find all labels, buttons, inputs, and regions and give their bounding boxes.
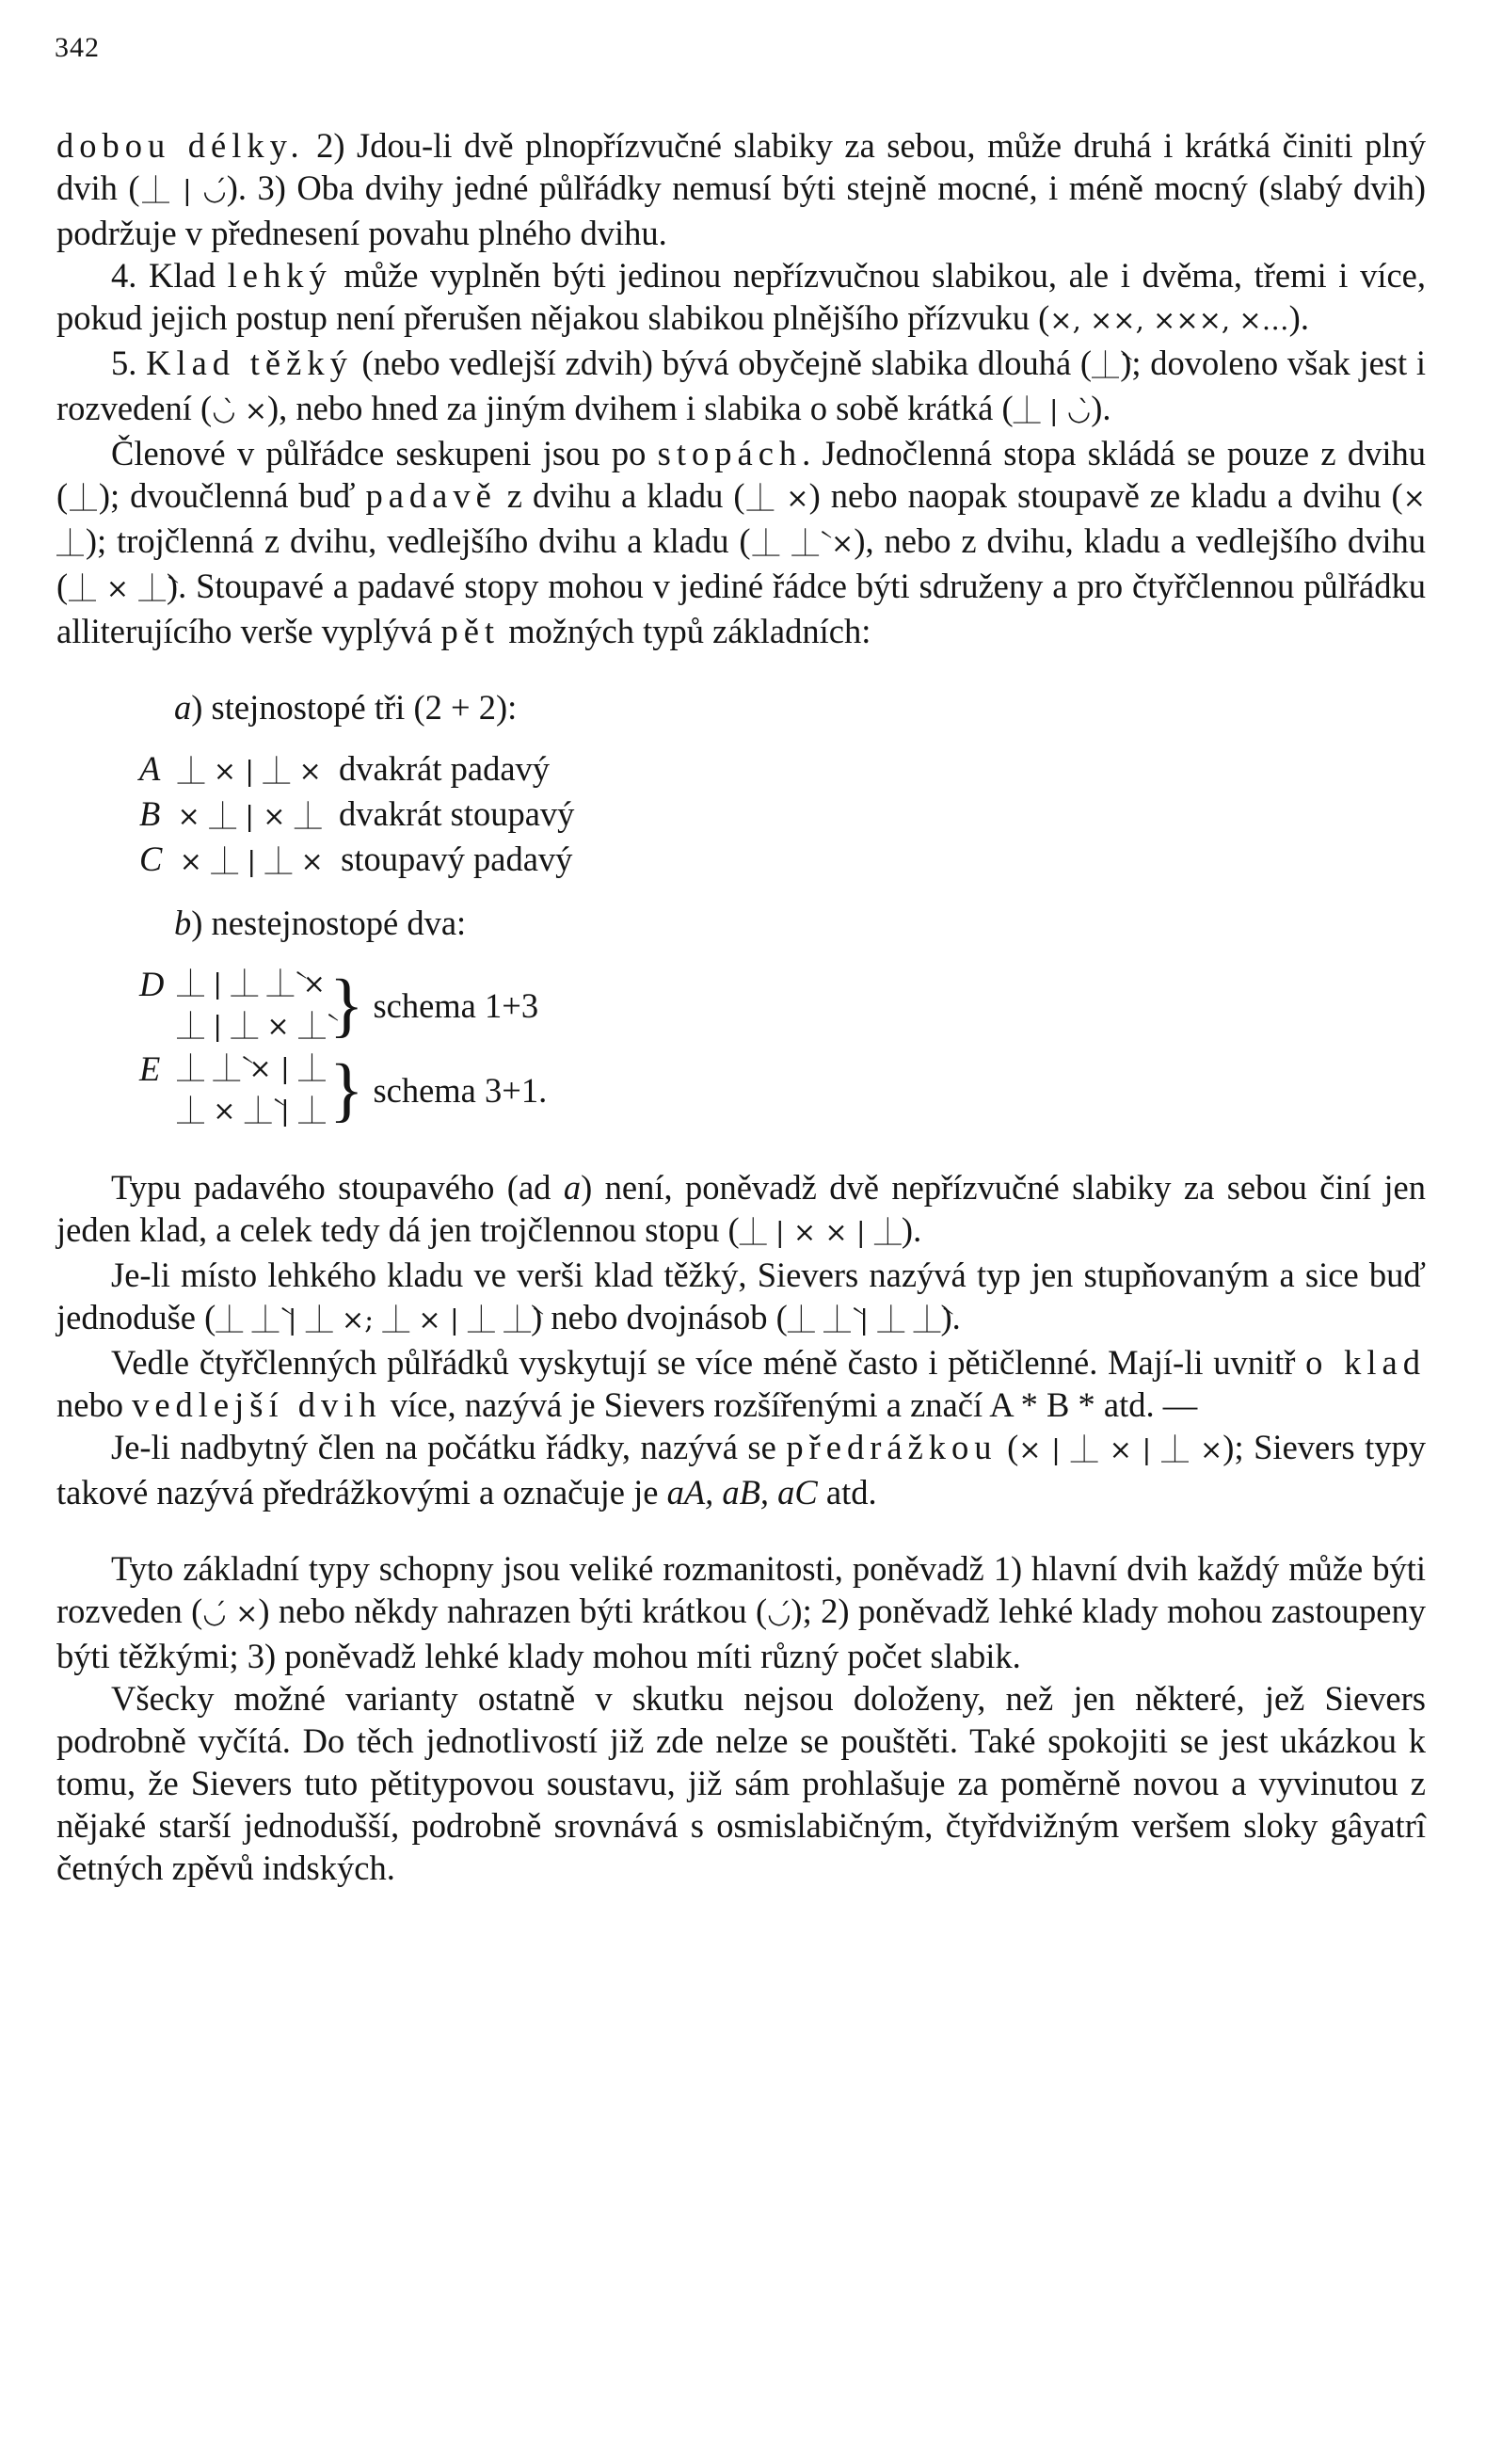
paragraph-8: Je-li nadbytný člen na počátku řádky, nazývá se předrážkou (× | ⏊ × | ⏊ ×); Sievers typy takové nazývá předrážkovými a označuje je aA, aB, aC atd.	[56, 1428, 1427, 1512]
meter-symbol: ⏊ × ⏊̀	[68, 572, 167, 604]
meter-symbol: ◡́	[767, 1597, 791, 1629]
paragraph-4: Členové v půlřádce seskupeni jsou po stopách. Jednočlenná stopa skládá se pouze z dvihu (⏊); dvoučlenná buď padavě z dvihu a kladu (⏊ ×) nebo naopak stoupavě ze kladu a dvihu (× ⏊); trojčlenná z dvihu, vedlejšího dvihu a kladu (⏊ ⏊̀ ×), nebo z dvihu, kladu a vedlejšího dvihu (⏊ × ⏊̀). Stoupavé a padavé stopy mohou v jediné řádce býti sdruženy a pro čtyřčlennou půlřádku alliterujícího verše vyplývá pět možných typů základních:	[56, 434, 1426, 650]
meter-symbol: ⏊ ⏊̀ | ⏊ ⏊̀	[787, 1304, 941, 1336]
meter-symbol: ⏊ | ◡́	[139, 174, 227, 206]
meter-symbol: ⏊̀	[1092, 349, 1121, 381]
types-heading-a: a) stejnostopé tři (2 + 2):	[174, 688, 518, 727]
paragraph-6: Je-li místo lehkého kladu ve verši klad těžký, Sievers nazývá typ jen stupňovaným a sice buď jednoduše (⏊ ⏊̀ | ⏊ ×; ⏊ × | ⏊ ⏊̀) nebo dvojnásob (⏊ ⏊̀ | ⏊ ⏊̀).	[56, 1256, 1426, 1336]
type-B: B × ⏊ | × ⏊ dvakrát stoupavý	[139, 794, 575, 833]
meter-symbol: ⏊	[68, 482, 99, 514]
body-text	[56, 124, 1426, 1889]
meter-symbol: ◡̀ ×	[212, 394, 268, 426]
meter-symbol: ⏊ | × × | ⏊	[739, 1216, 902, 1248]
paragraph-2: 4. Klad lehký může vyplněn býti jedinou nepřízvučnou slabikou, ale i dvěma, třemi i více, pokud jejich postup není přerušen nějakou slabikou plnějšího přízvuku (×, ××, ×××, ×…).	[56, 256, 1427, 337]
page-number: 342	[55, 32, 100, 63]
type-A: A ⏊ × | ⏊ × dvakrát padavý	[139, 749, 551, 788]
meter-symbol: ◡́ ×	[202, 1597, 259, 1629]
meter-symbol: ×, ××, ×××, ×…	[1049, 304, 1289, 336]
types-heading-b: b) nestejnostopé dva:	[174, 904, 467, 942]
verse-types	[56, 686, 1426, 1132]
type-C: C × ⏊ | ⏊ × stoupavý padavý	[139, 840, 573, 878]
meter-symbol: ⏊ | ◡̀	[1013, 394, 1092, 426]
paragraph-10: Všecky možné varianty ostatně v skutku nejsou doloženy, než jen některé, jež Sievers podrobně vyčítá. Do těch jednotlivostí již zde nelze se pouštěti. Také spokojiti se jest ukázkou k tomu, že Sievers tuto pětitypovou soustavu, již sám prohlašuje za poměrně novou a vyvinutou z nějaké starší jednodušší, podrobně srovnává s osmislabičným, čtyřdvižným veršem sloky gâyatrî četných zpěvů indských.	[56, 1679, 1426, 1887]
paragraph-3: 5. Klad těžký (nebo vedlejší zdvih) bývá obyčejně slabika dlouhá (⏊̀); dovoleno však jest i rozvedení (◡̀ ×), nebo hned za jiným dvihem i slabika o sobě krátká (⏊ | ◡̀).	[56, 344, 1426, 427]
meter-symbol: × | ⏊ × | ⏊ ×	[1018, 1433, 1223, 1465]
paragraph-5: Typu padavého stoupavého (ad a) není, poněvadž dvě nepřízvučné slabiky za sebou činí jen jeden klad, a celek tedy dá jen trojčlennou stopu (⏊ | × × | ⏊).	[56, 1168, 1427, 1249]
brace-icon: }	[328, 966, 364, 1045]
brace-icon: }	[328, 1050, 364, 1129]
type-D: D ⏊ | ⏊ ⏊̀ × ⏊ | ⏊ × ⏊̀ } schema 1+3	[139, 965, 539, 1045]
paragraph-1: dobou délky. 2) Jdou-li dvě plnopřízvučné slabiky za sebou, může druhá i krátká činiti plný dvih (⏊ | ◡́). 3) Oba dvihy jedné půlřádky nemusí býti stejně mocné, i méně mocný (slabý dvih) podržuje v přednesení povahu plného dvihu.	[56, 126, 1427, 252]
paragraph-9: Tyto základní typy schopny jsou veliké rozmanitosti, poněvadž 1) hlavní dvih každý může býti rozveden (◡́ ×) nebo někdy nahrazen býti krátkou (◡́); 2) poněvadž lehké klady mohou zastoupeny býti těžkými; 3) poněvadž lehké klady mohou míti různý počet slabik.	[56, 1549, 1426, 1675]
meter-symbol: × ⏊	[56, 482, 1426, 559]
meter-symbol: ⏊ ⏊̀ | ⏊ ×; ⏊ × | ⏊ ⏊̀	[216, 1304, 532, 1336]
meter-symbol: ⏊ ⏊̀ ×	[750, 527, 855, 559]
type-E: E ⏊ ⏊̀ × | ⏊ ⏊ × ⏊̀ | ⏊ } schema 3+1.	[139, 1049, 548, 1129]
meter-symbol: ⏊ ×	[744, 482, 809, 514]
paragraph-7: Vedle čtyřčlenných půlřádků vyskytují se více méně často i pětičlenné. Mají-li uvnitř o klad nebo vedlejší dvih více, nazývá je Sievers rozšířenými a značí A * B * atd. —	[56, 1343, 1426, 1424]
